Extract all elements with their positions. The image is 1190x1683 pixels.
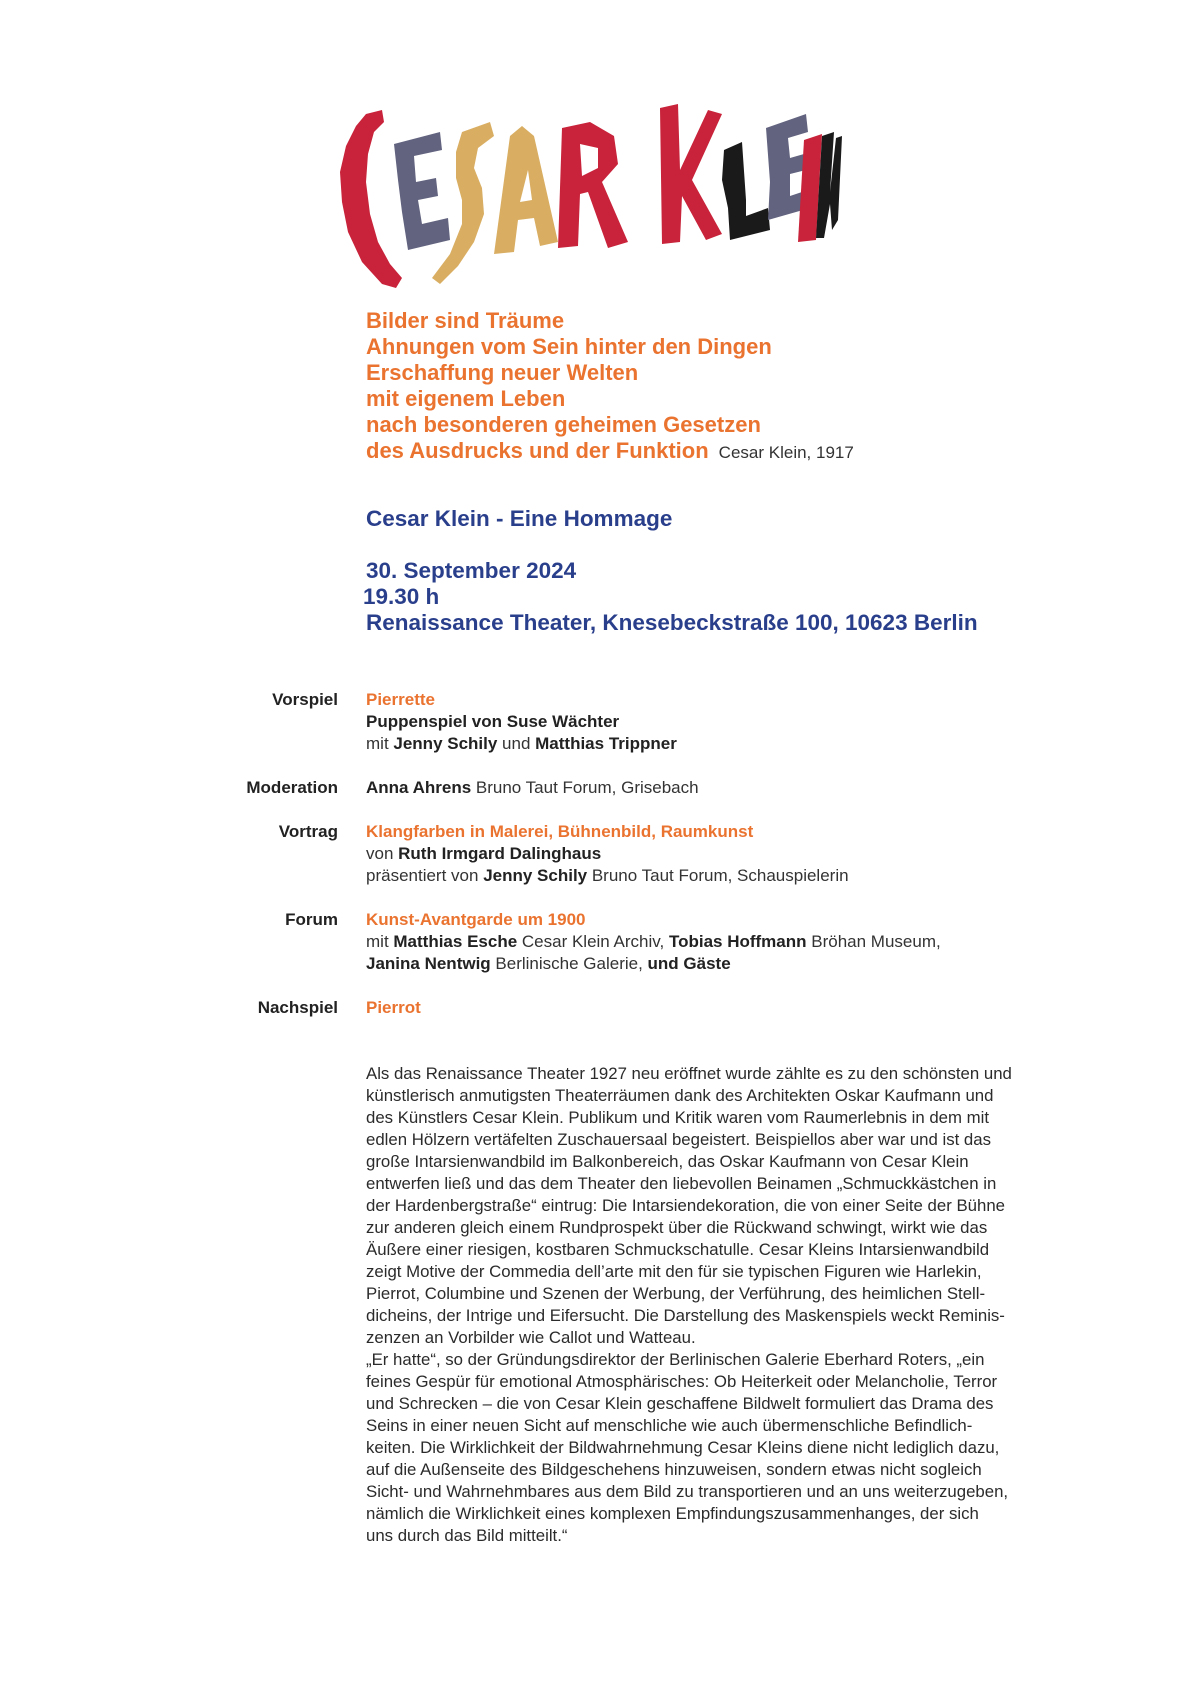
guests-text: und Gäste	[647, 954, 731, 973]
program-title: Kunst-Avantgarde um 1900	[366, 910, 586, 929]
description-text	[366, 1063, 1106, 1547]
panelist-name: Janina Nentwig	[366, 954, 491, 973]
program-title: Klangfarben in Malerei, Bühnenbild, Raumkunst	[366, 822, 754, 841]
logo-letter-e	[394, 132, 450, 250]
quote-line: nach besonderen geheimen Gesetzen	[366, 412, 761, 437]
program-label: Nachspiel	[257, 998, 338, 1017]
affiliation: Bruno Taut Forum, Grisebach	[471, 778, 699, 797]
affiliation: Bröhan Museum,	[806, 932, 941, 951]
quote-line: Bilder sind Träume	[366, 308, 565, 333]
event-date: 30. September 2024	[366, 558, 577, 583]
cesar-klein-logo	[322, 92, 842, 302]
quote-attribution: Cesar Klein, 1917	[718, 443, 854, 462]
logo-letter-c	[340, 110, 402, 288]
description-line: Seins in einer neuen Sicht auf menschliche wie auch übermenschliche Befindlich-	[366, 1416, 973, 1435]
event-venue: Renaissance Theater, Knesebeckstraße 100, 10623 Berlin	[366, 610, 978, 635]
panelist-name: Tobias Hoffmann	[668, 932, 807, 951]
program-line: Puppenspiel von Suse Wächter	[366, 712, 620, 731]
moderator-name: Anna Ahrens	[366, 778, 472, 797]
performer-name: Jenny Schily	[393, 734, 498, 753]
description-line: nämlich die Wirklichkeit eines komplexen Empfindungszusammenhanges, der sich	[366, 1504, 979, 1523]
description-line: Als das Renaissance Theater 1927 neu eröffnet wurde zählte es zu den schönsten und	[366, 1064, 1012, 1083]
description-line: zeigt Motive der Commedia dell’arte mit den für sie typischen Figuren wie Harlekin,	[366, 1262, 982, 1281]
description-line: künstlerisch anmutigsten Theaterräumen dank des Architekten Oskar Kaufmann und	[366, 1086, 994, 1105]
description-line: dicheins, der Intrige und Eifersucht. Die Darstellung des Maskenspiels weckt Reminis-	[366, 1306, 1005, 1325]
logo-letter-a	[494, 126, 558, 254]
program-label: Vortrag	[278, 822, 338, 841]
program-title: Pierrot	[366, 998, 421, 1017]
description-line: entwerfen ließ und das dem Theater den liebevollen Beinamen „Schmuckkästchen in	[366, 1174, 997, 1193]
program-line	[366, 733, 677, 755]
description-line: und Schrecken – die von Cesar Klein geschaffene Bildwelt formuliert das Drama des	[366, 1394, 994, 1413]
program-line	[366, 777, 699, 799]
description-line: uns durch das Bild mitteilt.“	[366, 1526, 568, 1545]
program-label: Vorspiel	[272, 690, 338, 709]
quote-line: mit eigenem Leben	[366, 386, 566, 411]
event-title: Cesar Klein - Eine Hommage	[366, 506, 673, 531]
program-title: Pierrette	[366, 690, 435, 709]
description-line: feines Gespür für emotional Atmosphärisches: Ob Heiterkeit oder Melancholie, Terror	[366, 1372, 998, 1391]
description-line: der Hardenbergstraße“ eintrug: Die Intarsiendekoration, die von einer Seite der Bühne	[366, 1196, 1005, 1215]
description-line: Sicht- und Wahrnehmbares aus dem Bild zu transportieren und an uns weiterzugeben,	[366, 1482, 1009, 1501]
description-line: zenzen an Vorbilder wie Callot und Watteau.	[366, 1328, 696, 1347]
program-label: Moderation	[246, 778, 338, 797]
program-line	[366, 953, 941, 975]
quote-line: Erschaffung neuer Welten	[366, 360, 639, 385]
affiliation: Bruno Taut Forum, Schauspielerin	[587, 866, 849, 885]
text: mit	[366, 734, 394, 753]
text: präsentiert von	[366, 866, 484, 885]
description-line: zur anderen gleich einem Rundprospekt über die Rückwand schwingt, wirkt wie das	[366, 1218, 988, 1237]
artist-quote	[366, 308, 854, 466]
quote-line: Ahnungen vom Sein hinter den Dingen	[366, 334, 772, 359]
program-line	[366, 865, 849, 887]
quote-line-last	[366, 438, 854, 466]
quote-line-text: des Ausdrucks und der Funktion	[366, 438, 709, 463]
description-line: Äußere einer riesigen, kostbaren Schmuckschatulle. Cesar Kleins Intarsienwandbild	[366, 1240, 990, 1259]
program-line	[366, 931, 941, 953]
text: von	[366, 844, 399, 863]
description-line: des Künstlers Cesar Klein. Publikum und Kritik waren vom Raumerlebnis in dem mit	[366, 1108, 990, 1127]
description-line: edlen Hölzern vertäfelten Zuschauersaal begeistert. Beispiellos aber war und ist das	[366, 1130, 991, 1149]
text: mit	[366, 932, 394, 951]
description-line: große Intarsienwandbild im Balkonbereich, das Oskar Kaufmann von Cesar Klein	[366, 1152, 969, 1171]
text: und	[497, 734, 536, 753]
performer-name: Matthias Trippner	[535, 734, 677, 753]
logo-letter-k	[660, 104, 722, 244]
event-time: 19.30 h	[363, 584, 440, 609]
logo-letter-l	[722, 142, 770, 240]
program-label: Forum	[285, 910, 338, 929]
affiliation: Berlinische Galerie,	[490, 954, 648, 973]
speaker-name: Ruth Irmgard Dalinghaus	[398, 844, 602, 863]
description-line: Pierrot, Columbine und Szenen der Werbung, der Verführung, des heimlichen Stell-	[366, 1284, 986, 1303]
panelist-name: Matthias Esche	[393, 932, 518, 951]
affiliation: Cesar Klein Archiv,	[517, 932, 669, 951]
description-line: keiten. Die Wirklichkeit der Bildwahrnehmung Cesar Kleins diene nicht lediglich dazu,	[366, 1438, 1000, 1457]
presenter-name: Jenny Schily	[483, 866, 588, 885]
description-line: „Er hatte“, so der Gründungsdirektor der Berlinischen Galerie Eberhard Roters, „ein	[366, 1350, 985, 1369]
description-line: auf die Außenseite des Bildgeschehens hinzuweisen, sondern etwas nicht sogleich	[366, 1460, 982, 1479]
program-line	[366, 843, 849, 865]
logo-letter-r	[558, 122, 628, 248]
